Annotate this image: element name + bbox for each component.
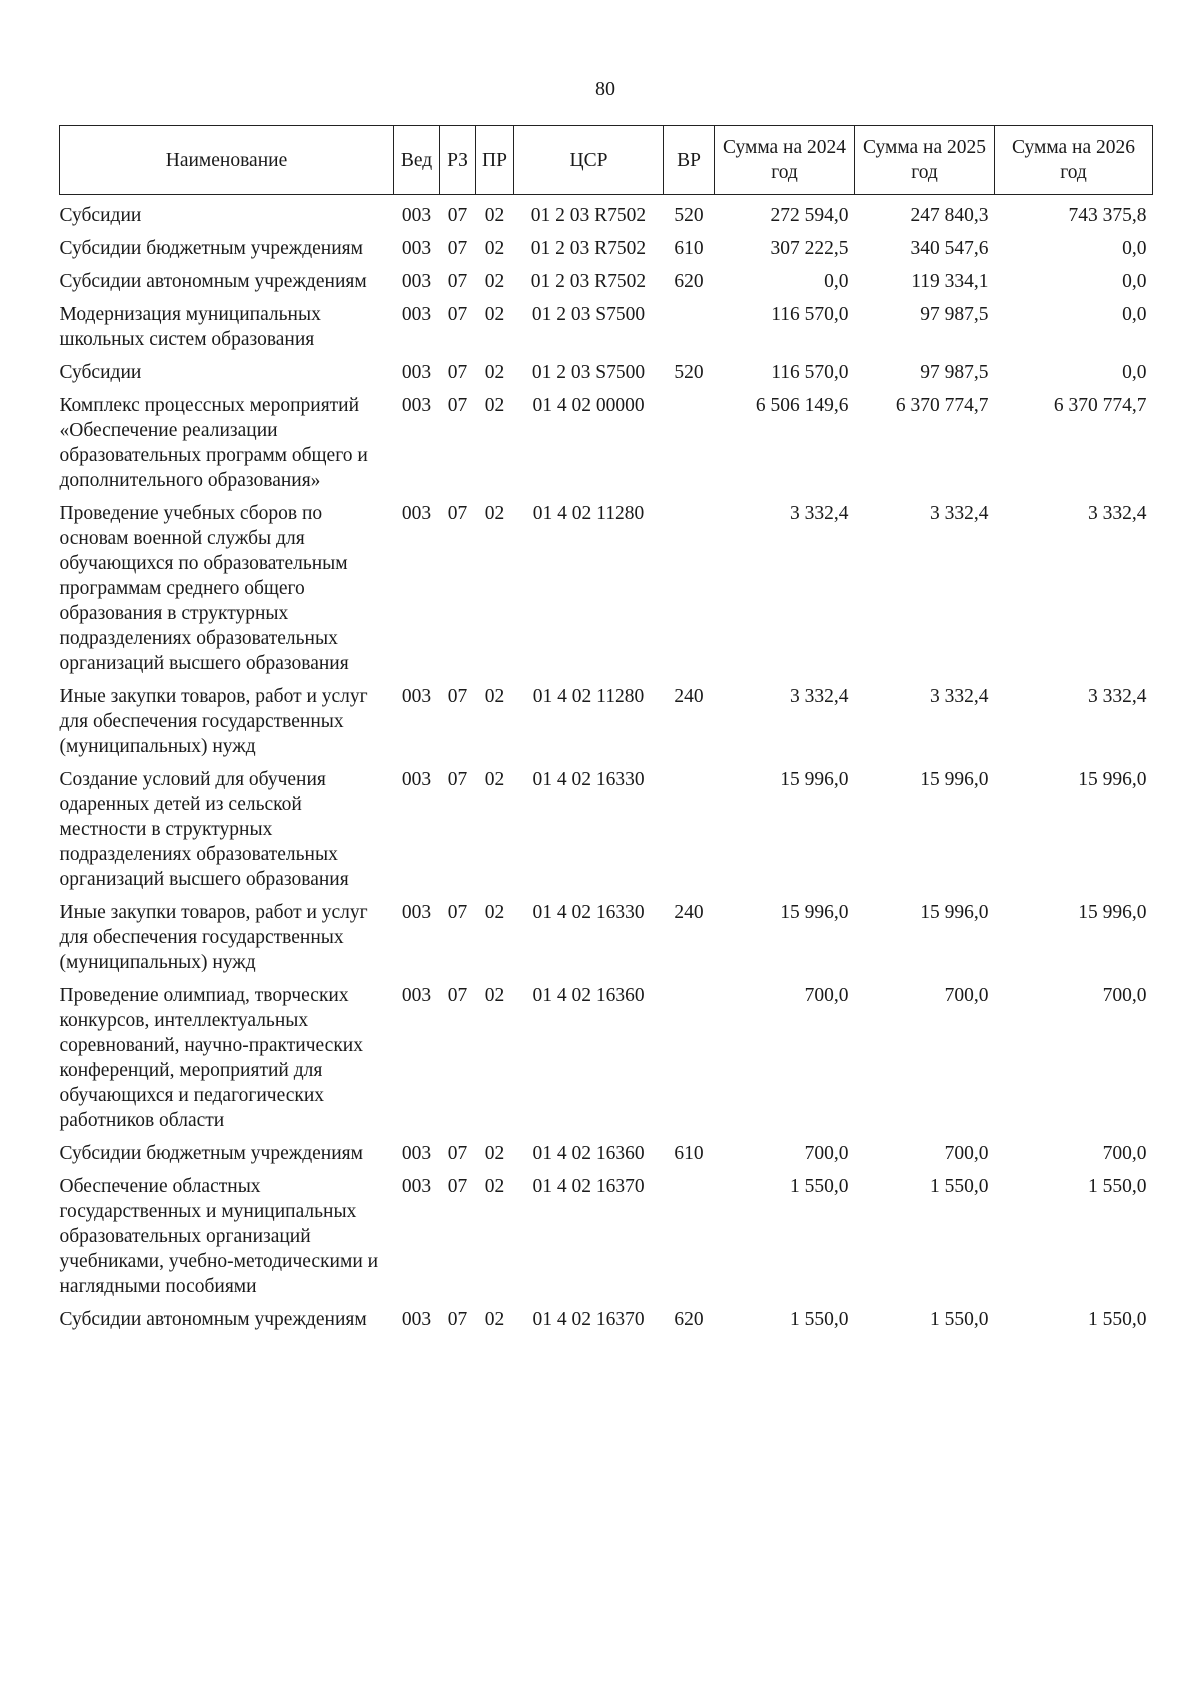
row-name: Модернизация муниципальных школьных систем образования — [59, 304, 321, 350]
row-sum-2024: 6 506 149,6 — [755, 395, 849, 416]
row-name: Иные закупки товаров, работ и услуг для обеспечения государственных (муниципальных) нужд — [59, 902, 368, 973]
row-sum-2026: 0,0 — [1122, 271, 1147, 292]
row-pr: 02 — [484, 205, 505, 226]
row-csr: 01 2 03 R7502 — [530, 271, 647, 292]
row-sum-2026: 0,0 — [1122, 362, 1147, 383]
row-pr: 02 — [484, 238, 505, 259]
row-sum-2026: 6 370 774,7 — [1053, 395, 1147, 416]
header-csr: ЦСР — [514, 126, 664, 195]
row-pr: 02 — [484, 686, 505, 707]
row-vr — [664, 501, 715, 684]
row-sum-2024: 0,0 — [824, 271, 849, 292]
row-sum-2026: 0,0 — [1122, 238, 1147, 259]
row-rz: 07 — [447, 985, 468, 1006]
header-rz: РЗ — [440, 126, 476, 195]
row-sum-2025: 6 370 774,7 — [895, 395, 989, 416]
row-ved: 003 — [401, 238, 432, 259]
row-vr: 610 — [674, 238, 704, 259]
row-rz: 07 — [447, 1309, 468, 1330]
row-sum-2024: 1 550,0 — [790, 1176, 849, 1197]
row-csr: 01 2 03 R7502 — [530, 238, 647, 259]
row-ved: 003 — [401, 395, 432, 416]
row-vr — [664, 983, 715, 1141]
row-ved: 003 — [401, 362, 432, 383]
row-vr: 520 — [674, 362, 704, 383]
header-sum-2024: Сумма на 2024 год — [715, 126, 855, 195]
table-row — [60, 195, 1153, 237]
row-csr: 01 4 02 16370 — [532, 1309, 645, 1330]
budget-table — [59, 125, 1153, 1340]
row-sum-2025: 97 987,5 — [920, 362, 989, 383]
row-sum-2026: 700,0 — [1102, 1143, 1147, 1164]
row-csr: 01 4 02 16360 — [532, 985, 645, 1006]
row-sum-2026: 3 332,4 — [1088, 686, 1147, 707]
table-row — [60, 1141, 1153, 1174]
row-sum-2025: 247 840,3 — [910, 205, 989, 226]
row-sum-2026: 0,0 — [1122, 304, 1147, 325]
row-ved: 003 — [401, 1176, 432, 1197]
row-name: Иные закупки товаров, работ и услуг для обеспечения государственных (муниципальных) нужд — [59, 686, 368, 757]
row-sum-2024: 700,0 — [804, 985, 849, 1006]
row-pr: 02 — [484, 362, 505, 383]
row-name: Комплекс процессных мероприятий «Обеспечение реализации образовательных программ общего и дополнительного образования» — [59, 395, 368, 491]
row-pr: 02 — [484, 1143, 505, 1164]
row-ved: 003 — [401, 271, 432, 292]
row-pr: 02 — [484, 985, 505, 1006]
row-csr: 01 4 02 16360 — [532, 1143, 645, 1164]
row-csr: 01 4 02 16330 — [532, 902, 645, 923]
row-sum-2026: 1 550,0 — [1088, 1309, 1147, 1330]
row-csr: 01 4 02 16330 — [532, 769, 645, 790]
table-row — [60, 393, 1153, 501]
row-sum-2025: 15 996,0 — [920, 902, 989, 923]
header-ved: Вед — [394, 126, 440, 195]
header-name: Наименование — [60, 126, 394, 195]
table-row — [60, 1307, 1153, 1340]
row-vr: 240 — [674, 686, 704, 707]
row-sum-2025: 3 332,4 — [930, 686, 989, 707]
row-sum-2025: 97 987,5 — [920, 304, 989, 325]
row-sum-2025: 700,0 — [944, 985, 989, 1006]
table-row — [60, 269, 1153, 302]
row-rz: 07 — [447, 1143, 468, 1164]
row-ved: 003 — [401, 985, 432, 1006]
table-row — [60, 983, 1153, 1141]
row-rz: 07 — [447, 238, 468, 259]
table-row — [60, 900, 1153, 983]
row-csr: 01 4 02 11280 — [532, 686, 645, 707]
row-sum-2026: 15 996,0 — [1078, 769, 1147, 790]
row-csr: 01 2 03 R7502 — [530, 205, 647, 226]
row-ved: 003 — [401, 503, 432, 524]
row-vr — [664, 767, 715, 900]
row-name: Субсидии — [59, 362, 142, 383]
table-row — [60, 302, 1153, 360]
row-vr: 520 — [674, 205, 704, 226]
table-row — [60, 767, 1153, 900]
row-pr: 02 — [484, 395, 505, 416]
row-vr — [664, 1174, 715, 1307]
row-name: Субсидии бюджетным учреждениям — [59, 238, 363, 259]
row-sum-2024: 116 570,0 — [771, 304, 849, 325]
table-row — [60, 360, 1153, 393]
row-sum-2026: 1 550,0 — [1088, 1176, 1147, 1197]
row-csr: 01 2 03 S7500 — [531, 362, 646, 383]
table-row — [60, 236, 1153, 269]
header-sum-2025: Сумма на 2025 год — [855, 126, 995, 195]
row-pr: 02 — [484, 503, 505, 524]
header-vr: ВР — [664, 126, 715, 195]
row-vr: 620 — [674, 271, 704, 292]
table-row — [60, 684, 1153, 767]
row-sum-2024: 1 550,0 — [790, 1309, 849, 1330]
row-csr: 01 4 02 11280 — [532, 503, 645, 524]
row-vr: 620 — [674, 1309, 704, 1330]
row-vr — [664, 302, 715, 360]
row-sum-2024: 15 996,0 — [780, 902, 849, 923]
row-csr: 01 4 02 00000 — [532, 395, 645, 416]
row-pr: 02 — [484, 769, 505, 790]
row-sum-2025: 1 550,0 — [930, 1176, 989, 1197]
row-pr: 02 — [484, 1176, 505, 1197]
row-pr: 02 — [484, 304, 505, 325]
row-ved: 003 — [401, 769, 432, 790]
row-rz: 07 — [447, 686, 468, 707]
row-sum-2024: 272 594,0 — [770, 205, 849, 226]
row-name: Проведение олимпиад, творческих конкурсов, интеллектуальных соревнований, научно-практических конференций, мероприятий для обучающихся и педагогических работников области — [59, 985, 363, 1131]
row-sum-2024: 307 222,5 — [770, 238, 849, 259]
row-rz: 07 — [447, 1176, 468, 1197]
row-sum-2024: 15 996,0 — [780, 769, 849, 790]
row-sum-2026: 743 375,8 — [1068, 205, 1147, 226]
row-ved: 003 — [401, 304, 432, 325]
row-name: Субсидии автономным учреждениям — [59, 1309, 367, 1330]
row-pr: 02 — [484, 902, 505, 923]
row-sum-2024: 700,0 — [804, 1143, 849, 1164]
row-sum-2025: 3 332,4 — [930, 503, 989, 524]
row-name: Субсидии бюджетным учреждениям — [59, 1143, 363, 1164]
row-sum-2025: 340 547,6 — [910, 238, 989, 259]
row-csr: 01 2 03 S7500 — [531, 304, 646, 325]
row-rz: 07 — [447, 902, 468, 923]
row-rz: 07 — [447, 769, 468, 790]
row-sum-2025: 15 996,0 — [920, 769, 989, 790]
table-row — [60, 1174, 1153, 1307]
row-name: Проведение учебных сборов по основам военной службы для обучающихся по образовательным программам среднего общего образования в структурных подразделениях образовательных организаций высшего образования — [59, 503, 349, 674]
header-pr: ПР — [476, 126, 514, 195]
table-header — [60, 126, 1153, 195]
row-rz: 07 — [447, 395, 468, 416]
table-row — [60, 501, 1153, 684]
row-rz: 07 — [447, 304, 468, 325]
row-pr: 02 — [484, 1309, 505, 1330]
row-sum-2025: 1 550,0 — [930, 1309, 989, 1330]
page-number: 80 — [595, 78, 615, 100]
row-sum-2024: 116 570,0 — [771, 362, 849, 383]
row-vr: 610 — [674, 1143, 704, 1164]
row-rz: 07 — [447, 271, 468, 292]
row-vr: 240 — [674, 902, 704, 923]
table-body — [60, 195, 1153, 1341]
row-name: Субсидии автономным учреждениям — [59, 271, 367, 292]
row-ved: 003 — [401, 686, 432, 707]
row-sum-2026: 3 332,4 — [1088, 503, 1147, 524]
row-rz: 07 — [447, 205, 468, 226]
header-sum-2026: Сумма на 2026 год — [995, 126, 1153, 195]
row-sum-2024: 3 332,4 — [790, 686, 849, 707]
row-ved: 003 — [401, 205, 432, 226]
row-vr — [664, 393, 715, 501]
row-name: Субсидии — [59, 205, 142, 226]
row-ved: 003 — [401, 1309, 432, 1330]
row-sum-2025: 119 334,1 — [911, 271, 989, 292]
row-name: Обеспечение областных государственных и муниципальных образовательных организаций учебниками, учебно-методическими и наглядными пособиями — [59, 1176, 379, 1297]
row-sum-2026: 700,0 — [1102, 985, 1147, 1006]
row-sum-2024: 3 332,4 — [790, 503, 849, 524]
row-csr: 01 4 02 16370 — [532, 1176, 645, 1197]
row-rz: 07 — [447, 503, 468, 524]
row-rz: 07 — [447, 362, 468, 383]
row-ved: 003 — [401, 1143, 432, 1164]
row-ved: 003 — [401, 902, 432, 923]
row-sum-2025: 700,0 — [944, 1143, 989, 1164]
row-name: Создание условий для обучения одаренных детей из сельской местности в структурных подразделениях образовательных организаций высшего образования — [59, 769, 349, 890]
row-pr: 02 — [484, 271, 505, 292]
row-sum-2026: 15 996,0 — [1078, 902, 1147, 923]
